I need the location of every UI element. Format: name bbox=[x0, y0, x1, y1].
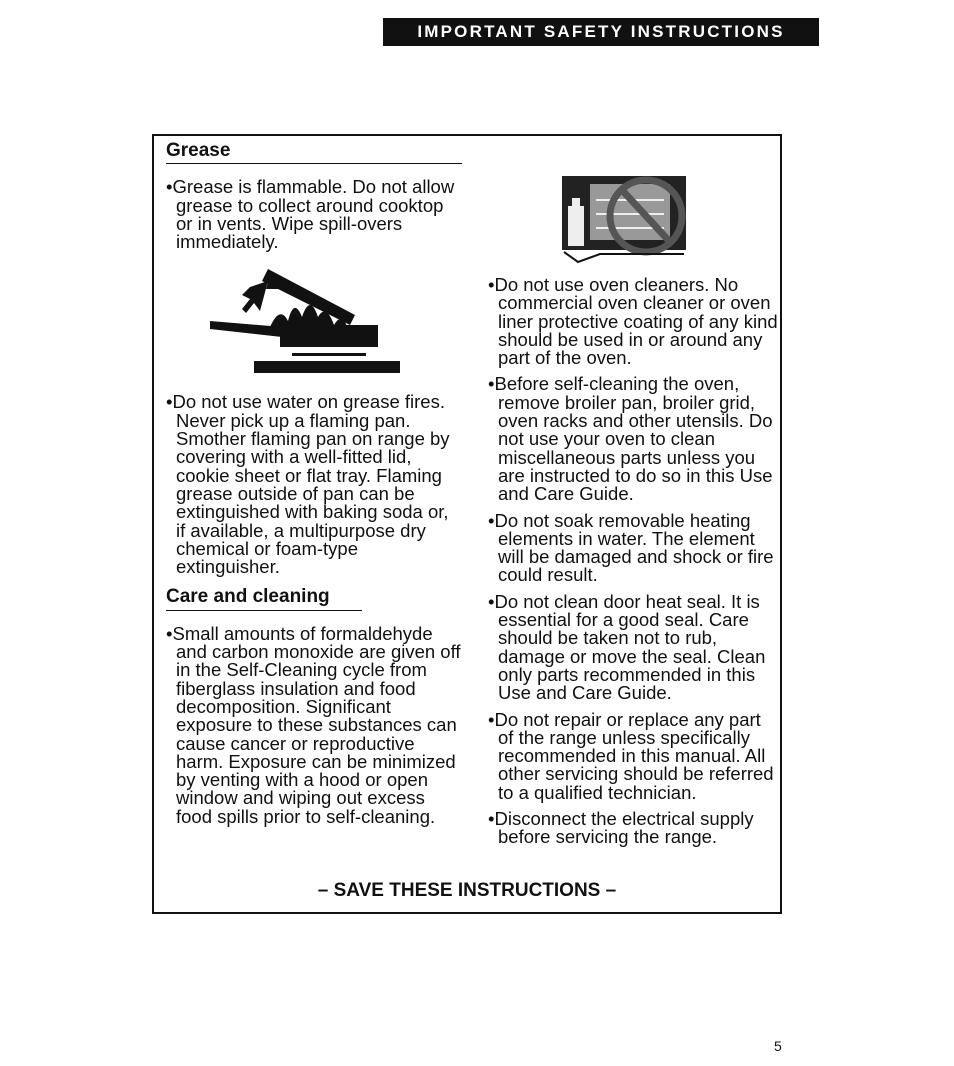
left-column bbox=[166, 142, 462, 834]
no-oven-cleaner-icon bbox=[560, 170, 690, 266]
grease-fire-bullet: •Do not use water on grease fires. Never pick up a flaming pan. Smother flaming pan on range by covering with a well-fitted lid, cookie sheet or flat tray. Flaming grease outside of pan can be extinguished with baking soda or, if available, a multipurpose dry chemical or foam-type extinguisher. bbox=[166, 391, 450, 578]
right-column bbox=[488, 142, 778, 855]
right-bullet: •Do not clean door heat seal. It is essential for a good seal. Care should be taken not to rub, damage or move the seal. Clean only parts recommended in this Use and Care Guide. bbox=[488, 590, 766, 704]
grease-bullet: •Grease is flammable. Do not allow grease to collect around cooktop or in vents. Wipe spill-overs immediately. bbox=[166, 176, 455, 253]
right-bullet: •Do not repair or replace any part of the range unless specifically recommended in this manual. All other servicing should be referred to a qualified technician. bbox=[488, 708, 774, 803]
right-bullet: •Disconnect the electrical supply before servicing the range. bbox=[488, 808, 754, 848]
grease-heading: Grease bbox=[166, 142, 462, 164]
save-instructions-footer: – SAVE THESE INSTRUCTIONS – bbox=[317, 880, 617, 901]
page-number: 5 bbox=[774, 1038, 782, 1054]
care-heading: Care and cleaning bbox=[166, 588, 362, 610]
right-bullet: •Do not soak removable heating elements in water. The element will be damaged and shock or fire could result. bbox=[488, 509, 774, 586]
page-banner: IMPORTANT SAFETY INSTRUCTIONS bbox=[383, 18, 819, 46]
right-bullet: •Do not use oven cleaners. No commercial oven cleaner or oven liner protective coating of any kind should be used in or around any part of the oven. bbox=[488, 274, 778, 369]
safety-box bbox=[152, 134, 782, 914]
flaming-pan-icon bbox=[210, 267, 410, 377]
right-bullet: •Before self-cleaning the oven, remove broiler pan, broiler grid, oven racks and other utensils. Do not use your oven to clean miscellaneous parts unless you are instructed to do so in this Use and Care Guide. bbox=[488, 373, 773, 505]
care-bullet: •Small amounts of formaldehyde and carbon monoxide are given off in the Self-Cleaning cycle from fiberglass insulation and food decomposition. Significant exposure to these substances can cause cancer or reproductive harm. Exposure can be minimized by venting with a hood or open window and wiping out excess food spills prior to self-cleaning. bbox=[166, 622, 461, 827]
